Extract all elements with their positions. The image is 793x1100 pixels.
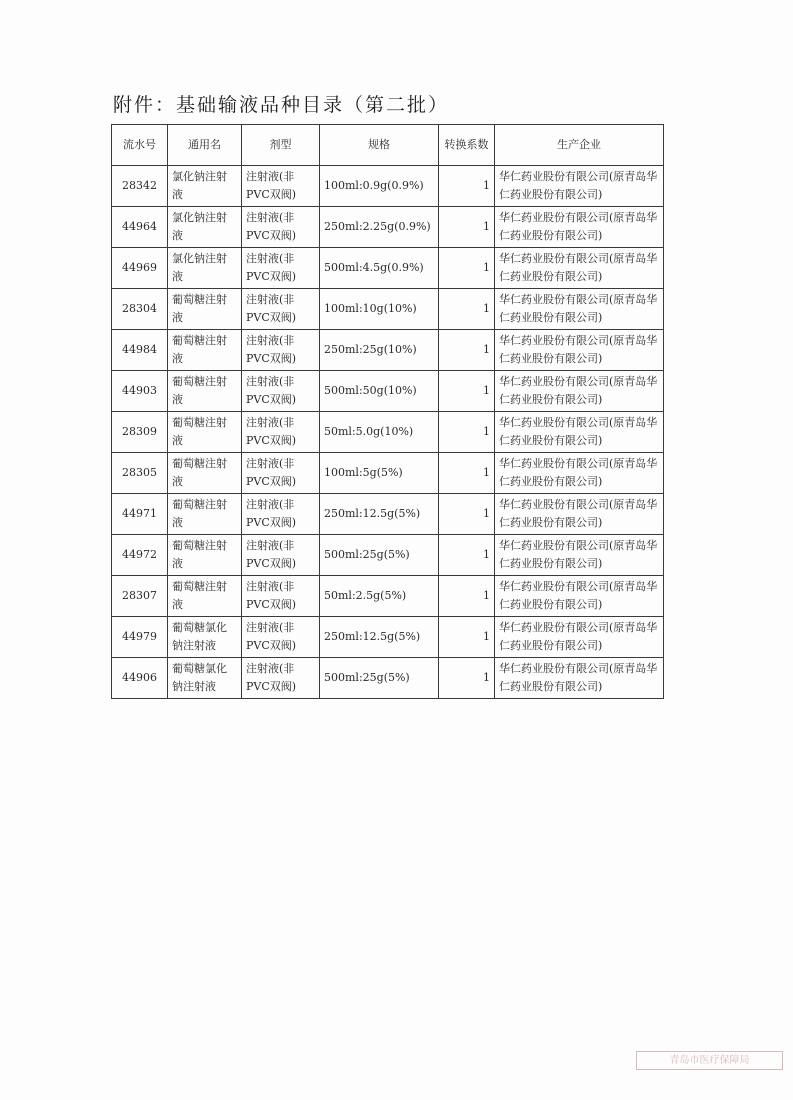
table-body — [112, 166, 664, 699]
cell-name: 氯化钠注射液 — [168, 207, 242, 248]
cell-name: 葡萄糖注射液 — [168, 289, 242, 330]
cell-name: 葡萄糖注射液 — [168, 576, 242, 617]
cell-factor: 1 — [439, 576, 495, 617]
table-row — [112, 617, 664, 658]
cell-manufacturer: 华仁药业股份有限公司(原青岛华仁药业股份有限公司) — [495, 535, 664, 576]
header-manufacturer: 生产企业 — [495, 125, 664, 166]
cell-id: 28309 — [112, 412, 168, 453]
cell-factor: 1 — [439, 289, 495, 330]
table-row — [112, 412, 664, 453]
watermark-stamp: 青岛市医疗保障局 — [636, 1051, 783, 1070]
cell-manufacturer: 华仁药业股份有限公司(原青岛华仁药业股份有限公司) — [495, 494, 664, 535]
cell-spec: 500ml:25g(5%) — [320, 658, 439, 699]
cell-manufacturer: 华仁药业股份有限公司(原青岛华仁药业股份有限公司) — [495, 371, 664, 412]
header-form: 剂型 — [242, 125, 320, 166]
header-id: 流水号 — [112, 125, 168, 166]
cell-id: 28342 — [112, 166, 168, 207]
cell-spec: 100ml:0.9g(0.9%) — [320, 166, 439, 207]
cell-form: 注射液(非PVC双阀) — [242, 248, 320, 289]
cell-manufacturer: 华仁药业股份有限公司(原青岛华仁药业股份有限公司) — [495, 289, 664, 330]
cell-form: 注射液(非PVC双阀) — [242, 535, 320, 576]
table-row — [112, 494, 664, 535]
cell-factor: 1 — [439, 494, 495, 535]
cell-form: 注射液(非PVC双阀) — [242, 207, 320, 248]
cell-id: 44971 — [112, 494, 168, 535]
cell-factor: 1 — [439, 453, 495, 494]
table-header-row — [112, 125, 664, 166]
table-row — [112, 248, 664, 289]
cell-factor: 1 — [439, 207, 495, 248]
cell-name: 葡萄糖注射液 — [168, 412, 242, 453]
catalog-table — [111, 124, 664, 699]
cell-form: 注射液(非PVC双阀) — [242, 453, 320, 494]
cell-name: 葡萄糖注射液 — [168, 453, 242, 494]
cell-manufacturer: 华仁药业股份有限公司(原青岛华仁药业股份有限公司) — [495, 412, 664, 453]
cell-name: 葡萄糖氯化钠注射液 — [168, 617, 242, 658]
cell-manufacturer: 华仁药业股份有限公司(原青岛华仁药业股份有限公司) — [495, 330, 664, 371]
cell-id: 28307 — [112, 576, 168, 617]
cell-name: 葡萄糖注射液 — [168, 330, 242, 371]
cell-id: 44979 — [112, 617, 168, 658]
header-factor: 转换系数 — [439, 125, 495, 166]
cell-factor: 1 — [439, 617, 495, 658]
cell-id: 44972 — [112, 535, 168, 576]
cell-spec: 250ml:12.5g(5%) — [320, 617, 439, 658]
cell-form: 注射液(非PVC双阀) — [242, 576, 320, 617]
cell-manufacturer: 华仁药业股份有限公司(原青岛华仁药业股份有限公司) — [495, 617, 664, 658]
table-row — [112, 330, 664, 371]
table-row — [112, 658, 664, 699]
table-row — [112, 576, 664, 617]
cell-spec: 100ml:10g(10%) — [320, 289, 439, 330]
cell-factor: 1 — [439, 166, 495, 207]
cell-factor: 1 — [439, 412, 495, 453]
cell-factor: 1 — [439, 248, 495, 289]
cell-id: 28304 — [112, 289, 168, 330]
table-row — [112, 453, 664, 494]
table-row — [112, 207, 664, 248]
cell-spec: 250ml:25g(10%) — [320, 330, 439, 371]
cell-id: 44984 — [112, 330, 168, 371]
cell-form: 注射液(非PVC双阀) — [242, 289, 320, 330]
cell-manufacturer: 华仁药业股份有限公司(原青岛华仁药业股份有限公司) — [495, 658, 664, 699]
cell-spec: 500ml:4.5g(0.9%) — [320, 248, 439, 289]
cell-name: 葡萄糖注射液 — [168, 371, 242, 412]
cell-manufacturer: 华仁药业股份有限公司(原青岛华仁药业股份有限公司) — [495, 576, 664, 617]
cell-spec: 100ml:5g(5%) — [320, 453, 439, 494]
cell-form: 注射液(非PVC双阀) — [242, 371, 320, 412]
table-row — [112, 166, 664, 207]
cell-manufacturer: 华仁药业股份有限公司(原青岛华仁药业股份有限公司) — [495, 166, 664, 207]
cell-form: 注射液(非PVC双阀) — [242, 166, 320, 207]
cell-id: 28305 — [112, 453, 168, 494]
cell-manufacturer: 华仁药业股份有限公司(原青岛华仁药业股份有限公司) — [495, 207, 664, 248]
cell-form: 注射液(非PVC双阀) — [242, 494, 320, 535]
cell-factor: 1 — [439, 658, 495, 699]
cell-name: 氯化钠注射液 — [168, 248, 242, 289]
table-row — [112, 535, 664, 576]
cell-id: 44903 — [112, 371, 168, 412]
cell-name: 葡萄糖注射液 — [168, 494, 242, 535]
cell-factor: 1 — [439, 535, 495, 576]
cell-id: 44969 — [112, 248, 168, 289]
cell-spec: 50ml:2.5g(5%) — [320, 576, 439, 617]
cell-spec: 250ml:12.5g(5%) — [320, 494, 439, 535]
cell-form: 注射液(非PVC双阀) — [242, 330, 320, 371]
cell-factor: 1 — [439, 330, 495, 371]
table-row — [112, 371, 664, 412]
cell-form: 注射液(非PVC双阀) — [242, 412, 320, 453]
cell-id: 44964 — [112, 207, 168, 248]
cell-spec: 50ml:5.0g(10%) — [320, 412, 439, 453]
cell-name: 氯化钠注射液 — [168, 166, 242, 207]
cell-spec: 500ml:50g(10%) — [320, 371, 439, 412]
cell-name: 葡萄糖注射液 — [168, 535, 242, 576]
table-row — [112, 289, 664, 330]
cell-spec: 250ml:2.25g(0.9%) — [320, 207, 439, 248]
cell-manufacturer: 华仁药业股份有限公司(原青岛华仁药业股份有限公司) — [495, 453, 664, 494]
cell-manufacturer: 华仁药业股份有限公司(原青岛华仁药业股份有限公司) — [495, 248, 664, 289]
cell-name: 葡萄糖氯化钠注射液 — [168, 658, 242, 699]
cell-id: 44906 — [112, 658, 168, 699]
header-name: 通用名 — [168, 125, 242, 166]
page-title: 附件：基础输液品种目录（第二批） — [113, 94, 450, 116]
cell-spec: 500ml:25g(5%) — [320, 535, 439, 576]
header-spec: 规格 — [320, 125, 439, 166]
cell-form: 注射液(非PVC双阀) — [242, 658, 320, 699]
cell-form: 注射液(非PVC双阀) — [242, 617, 320, 658]
cell-factor: 1 — [439, 371, 495, 412]
